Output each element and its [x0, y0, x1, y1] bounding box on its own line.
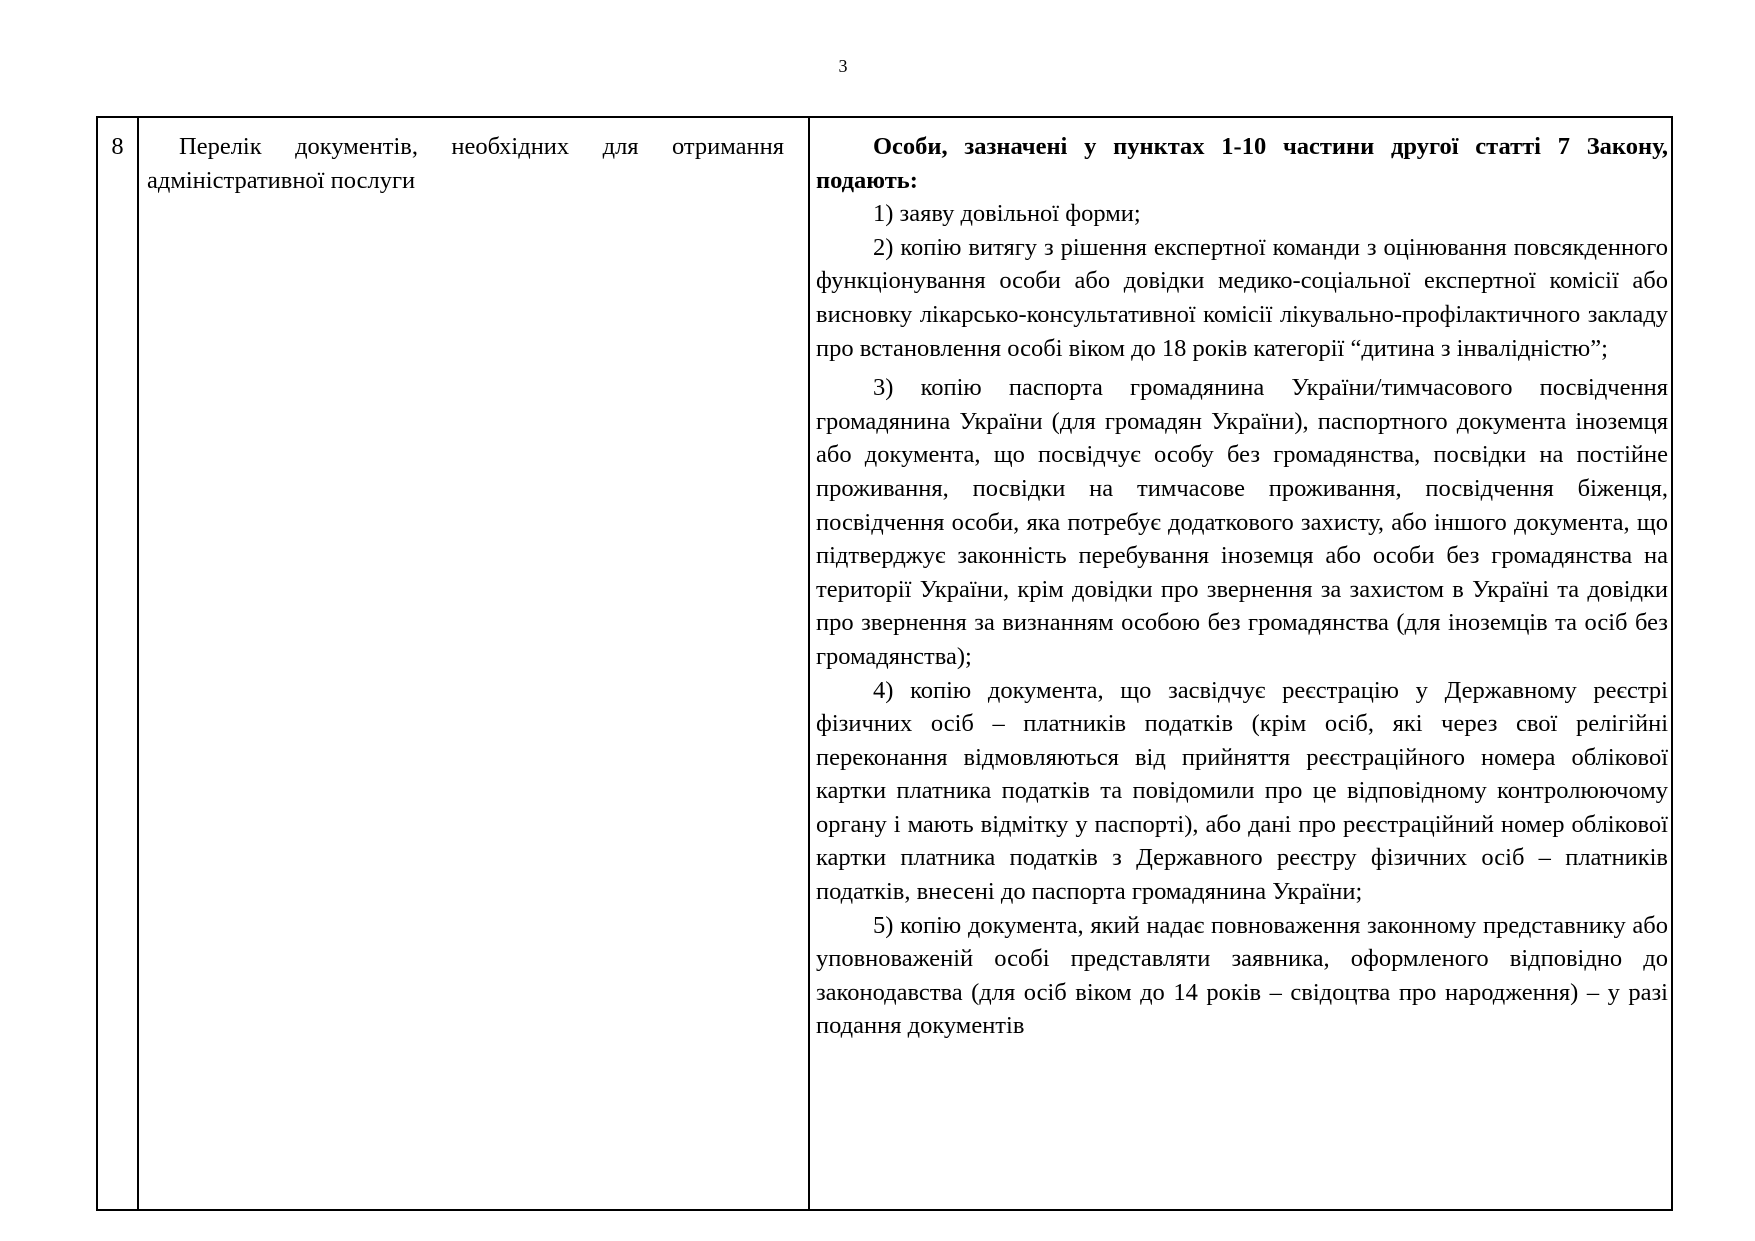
table-row — [97, 117, 1672, 1210]
row-label-cell — [138, 117, 809, 1210]
content-intro: Особи, зазначені у пунктах 1-10 частини другої статті 7 Закону, подають: — [816, 133, 1668, 194]
document-table — [96, 116, 1673, 1211]
row-content-cell — [809, 117, 1672, 1210]
list-item: 2) копію витягу з рішення експертної команди з оцінювання повсякденного функціонування особи або довідки медико-соціальної експертної комісії або висновку лікарсько-консультативної комісії лікувально-профілактичного закладу про встановлення особі віком до 18 років категорії “дитина з інвалідністю”; — [816, 233, 1668, 362]
row-label: Перелік документів, необхідних для отримання адміністративної послуги — [147, 133, 784, 194]
list-item: 4) копію документа, що засвідчує реєстрацію у Державному реєстрі фізичних осіб – платників податків (крім осіб, які через свої релігійні переконання відмовляються від прийняття реєстраційного номера облікової картки платника податків та повідомили про це відповідному контролюючому органу і мають відмітку у паспорті), або дані про реєстраційний номер облікової картки платника податків з Державного реєстру фізичних осіб – платників податків, внесені до паспорта громадянина України; — [816, 676, 1668, 906]
page-number: 3 — [838, 56, 848, 76]
list-item: 5) копію документа, який надає повноваження законному представнику або уповноваженій особі представляти заявника, оформленого відповідно до законодавства (для осіб віком до 14 років – свідоцтва про народження) – у разі подання документів — [816, 911, 1668, 1040]
list-item: 1) заяву довільної форми; — [873, 200, 1141, 228]
row-content — [816, 130, 1668, 1201]
row-number: 8 — [97, 117, 138, 1210]
list-item: 3) копію паспорта громадянина України/тимчасового посвідчення громадянина України (для громадян України), паспортного документа іноземця або документа, що посвідчує особу без громадянства, посвідки на постійне проживання, посвідки на тимчасове проживання, посвідчення біженця, посвідчення особи, яка потребує додаткового захисту, або іншого документа, що підтверджує законність перебування іноземця або особи без громадянства на території України, крім довідки про звернення за захистом в Україні та довідки про звернення за визнанням особою без громадянства (для іноземців та осіб без громадянства); — [816, 374, 1668, 670]
